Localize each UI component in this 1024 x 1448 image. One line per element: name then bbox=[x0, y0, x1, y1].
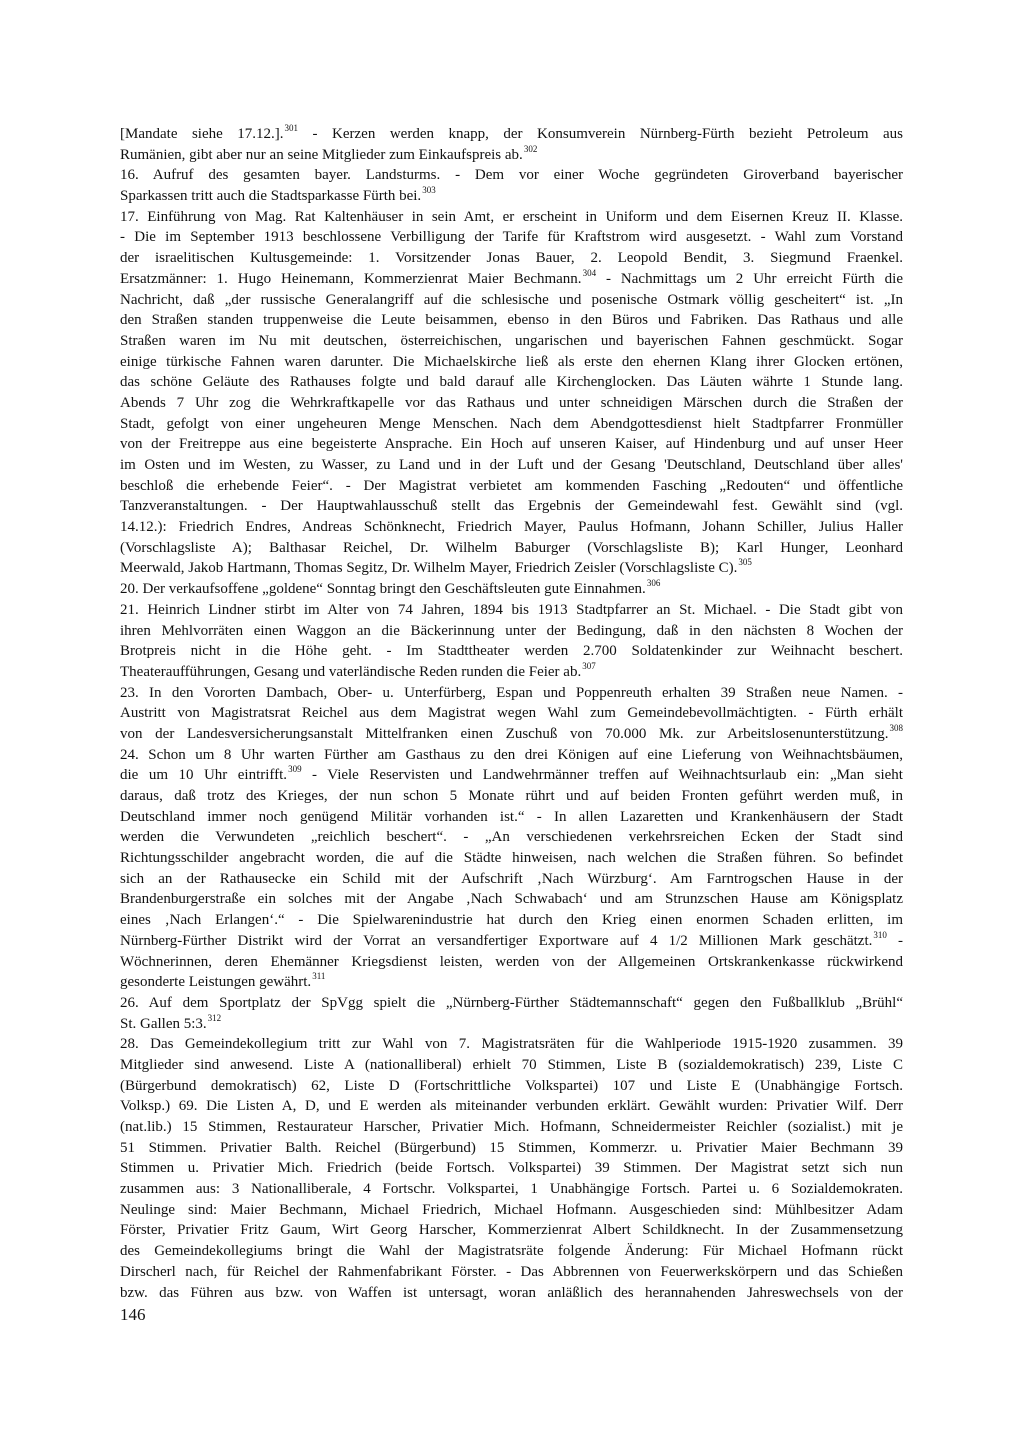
text-line bbox=[120, 1076, 903, 1097]
text-segment: Förster, Privatier Fritz Gaum, Wirt Georg Harscher, Kommerzienrat Albert Schildknecht. In der Zusammensetzung bbox=[120, 1222, 903, 1239]
footnote-reference: 310 bbox=[873, 929, 887, 940]
text-segment: Neulinge sind: Maier Bechmann, Michael Friedrich, Michael Hofmann. Ausgeschieden sind: Mühlbesitzer Adam bbox=[120, 1201, 903, 1218]
text-segment: Stimmen u. Privatier Mich. Friedrich (beide Fortsch. Volkspartei) 39 Stimmen. Der Magistrat setzt sich nun bbox=[120, 1160, 903, 1177]
text-segment: (nat.lib.) 15 Stimmen, Restaurateur Harscher, Privatier Mich. Hofmann, Schneidermeister Reichler (sozialist.) mit je bbox=[120, 1119, 903, 1135]
text-segment: einige türkische Fahnen waren darunter. Die Michaelskirche ließ als erste den ehernen Klang ihrer Glocken ertönen, bbox=[120, 353, 903, 370]
text-line bbox=[120, 641, 903, 662]
text-segment: 21. Heinrich Lindner stirbt im Alter von 74 Jahren, 1894 bis 1913 Stadtpfarrer an St. Michael. - Die Stadt gibt von bbox=[120, 601, 903, 618]
text-segment: 16. Aufruf des gesamten bayer. Landsturms. - Dem vor einer Woche gegründeten Giroverband bayerischer bbox=[120, 167, 903, 184]
text-line bbox=[120, 207, 903, 228]
text-line bbox=[120, 248, 903, 269]
text-line bbox=[120, 910, 903, 931]
text-segment: - Kerzen werden knapp, der Konsumverein Nürnberg-Fürth bezieht Petroleum aus bbox=[298, 126, 904, 142]
text-line bbox=[120, 807, 903, 828]
page-number: 146 bbox=[120, 1305, 146, 1324]
text-segment: Volksp.) 69. Die Listen A, D, und E werden als miteinander verbunden erklärt. Gewählt wurden: Privatier Wilf. Derr bbox=[120, 1098, 903, 1115]
text-line bbox=[120, 745, 903, 766]
text-line bbox=[120, 1055, 903, 1076]
text-line bbox=[120, 558, 903, 579]
text-segment: sich an der Rathausecke ein Schild mit der Aufschrift ‚Nach Würzburg‘. Am Farntrogschen Hause in der bbox=[120, 870, 903, 887]
text-line bbox=[120, 600, 903, 621]
text-segment: Mitglieder sind anwesend. Liste A (nationalliberal) erhielt 70 Stimmen, Liste B (sozialdemokratisch) 239, Liste C bbox=[120, 1056, 903, 1073]
text-line bbox=[120, 476, 903, 497]
text-line bbox=[120, 1262, 903, 1283]
text-segment: - Viele Reservisten und Landwehrmänner treffen auf Weihnachtsurlaub ein: „Man sieht bbox=[301, 767, 903, 784]
document-body bbox=[120, 124, 903, 1303]
text-line bbox=[120, 269, 903, 290]
text-line bbox=[120, 1014, 903, 1035]
text-line bbox=[120, 1096, 903, 1117]
footnote-reference: 307 bbox=[582, 660, 596, 671]
text-line bbox=[120, 662, 903, 683]
text-line bbox=[120, 952, 903, 973]
text-segment: von der Landesversicherungsanstalt Mittelfranken einen Zuschuß von 70.000 Mk. zur Arbeitslosenunterstützung. bbox=[120, 725, 889, 742]
footnote-reference: 304 bbox=[582, 267, 597, 278]
text-line bbox=[120, 931, 903, 952]
footnote-reference: 301 bbox=[284, 123, 299, 133]
text-segment: Nürnberg-Fürther Distrikt wird der Vorrat an versandfertiger Exportware auf 4 1/2 Millionen Mark geschätzt. bbox=[120, 932, 873, 949]
text-line bbox=[120, 1283, 903, 1304]
text-line bbox=[120, 869, 903, 890]
text-segment: 26. Auf dem Sportplatz der SpVgg spielt die „Nürnberg-Fürther Städtemannschaft“ gegen den Fußballklub „Brühl“ bbox=[120, 994, 903, 1011]
text-line bbox=[120, 579, 903, 600]
text-segment: Straßen waren im Nu mit deutschen, österreichischen, ungarischen und bayerischen Fahnen geschmückt. Sogar bbox=[120, 332, 903, 349]
text-line bbox=[120, 827, 903, 848]
text-line bbox=[120, 538, 903, 559]
text-line bbox=[120, 1138, 903, 1159]
text-segment: Abends 7 Uhr zog die Wehrkraftkapelle vor das Rathaus und unter schneidigen Märschen durch die Straßen der bbox=[120, 394, 903, 411]
text-line bbox=[120, 186, 903, 207]
text-line bbox=[120, 331, 903, 352]
text-line bbox=[120, 1220, 903, 1241]
text-segment: 28. Das Gemeindekollegium tritt zur Wahl von 7. Magistratsräten für die Wahlperiode 1915-1920 zusammen. 39 bbox=[120, 1036, 903, 1053]
text-segment: Ersatzmänner: 1. Hugo Heinemann, Kommerzienrat Maier Bechmann. bbox=[120, 270, 582, 287]
text-segment: 17. Einführung von Mag. Rat Kaltenhäuser in sein Amt, er erscheint in Uniform und dem Eisernen Kreuz II. Klasse. bbox=[120, 208, 903, 225]
text-segment: der israelitischen Kultusgemeinde: 1. Vorsitzender Jonas Bauer, 2. Leopold Bendit, 3. Siegmund Fraenkel. bbox=[120, 250, 903, 267]
text-segment: zusammen aus: 3 Nationalliberale, 4 Fortschr. Volkspartei, 1 Unabhängige Fortsch. Partei u. 6 Sozialdemokraten. bbox=[120, 1181, 903, 1198]
text-segment: Dirscherl nach, für Reichel der Rahmenfabrikant Förster. - Das Abbrennen von Feuerwerkskörpern und das Schießen bbox=[120, 1263, 903, 1280]
text-line bbox=[120, 310, 903, 331]
text-segment: den Straßen standen truppenweise die Leute beisammen, ebenso in den Büros und Fabriken. Das Rathaus und alle bbox=[120, 312, 903, 329]
text-line bbox=[120, 889, 903, 910]
text-segment: Brandenburgerstraße ein solches mit der Angabe ‚Nach Schwabach‘ und am Strunzschen Hause am Königsplatz bbox=[120, 891, 903, 908]
text-segment: (Bürgerbund demokratisch) 62, Liste D (Fortschrittliche Volkspartei) 107 und Liste E (Unabhängige Fortsch. bbox=[120, 1077, 903, 1094]
text-line bbox=[120, 372, 903, 393]
text-line bbox=[120, 1241, 903, 1262]
text-segment: Sparkassen tritt auch die Stadtsparkasse Fürth bei. bbox=[120, 188, 422, 205]
text-segment: 23. In den Vororten Dambach, Ober- u. Unterfürberg, Espan und Poppenreuth erhalten 39 Straßen neue Namen. - bbox=[120, 684, 903, 701]
text-segment: Rumänien, gibt aber nur an seine Mitglieder zum Einkaufspreis ab. bbox=[120, 146, 523, 163]
text-line bbox=[120, 1179, 903, 1200]
text-segment: Nachricht, daß „der russische Generalangriff auf die schlesische und posenische Ostmark völlig gescheitert“ ist. „In bbox=[120, 291, 903, 308]
text-line bbox=[120, 786, 903, 807]
text-line bbox=[120, 683, 903, 704]
text-segment: des Gemeindekollegiums bringt die Wahl der Magistratsräte folgende Änderung: Für Michael Hofmann rückt bbox=[120, 1243, 903, 1260]
text-line bbox=[120, 517, 903, 538]
text-segment: im Osten und im Westen, zu Wasser, zu Land und in der Luft und der Gesang 'Deutschland, Deutschland über alles' bbox=[120, 457, 903, 473]
text-line bbox=[120, 414, 903, 435]
text-segment: Deutschland immer noch genügend Militär vorhanden ist.“ - In allen Lazaretten und Krankenhäusern der Stadt bbox=[120, 808, 903, 825]
text-line bbox=[120, 455, 903, 476]
text-segment: Brotpreis nicht in die Höhe geht. - Im Stadttheater werden 2.700 Soldatenkinder zur Weihnacht beschert. bbox=[120, 643, 903, 660]
text-line bbox=[120, 621, 903, 642]
footnote-reference: 308 bbox=[889, 722, 903, 733]
text-segment: 24. Schon um 8 Uhr warten Fürther am Gasthaus zu den drei Königen auf eine Lieferung von Weihnachtsbäumen, bbox=[120, 746, 903, 763]
footnote-reference: 305 bbox=[738, 557, 752, 568]
footnote-reference: 306 bbox=[646, 578, 661, 589]
text-segment: Tanzveranstaltungen. - Der Hauptwahlausschuß stellt das Ergebnis der Gemeindewahl fest. Gewählt sind (vgl. bbox=[120, 498, 903, 515]
footnote-reference: 311 bbox=[312, 971, 326, 982]
text-segment: St. Gallen 5:3. bbox=[120, 1015, 207, 1032]
text-segment: - bbox=[886, 932, 903, 949]
footnote-reference: 309 bbox=[288, 764, 302, 775]
text-line bbox=[120, 972, 903, 993]
text-segment: bzw. das Führen aus bzw. von Waffen ist untersagt, woran anläßlich des herannahenden Jahreswechsels von der bbox=[120, 1284, 903, 1301]
text-segment: die um 10 Uhr eintrifft. bbox=[120, 767, 288, 784]
footnote-reference: 302 bbox=[523, 143, 538, 154]
text-segment: das schöne Geläute des Rathauses folgte und bald darauf alle Kirchenglocken. Das Läuten währte 1 Stunde lang. bbox=[120, 374, 903, 391]
text-segment: werden die Verwundeten „reichlich beschert“. - „An verschiedenen verkehrsreichen Ecken der Stadt sind bbox=[120, 829, 903, 846]
text-line bbox=[120, 765, 903, 786]
text-line bbox=[120, 165, 903, 186]
text-line bbox=[120, 848, 903, 869]
text-segment: Wöchnerinnen, deren Ehemänner Kriegsdienst leisten, werden von der Allgemeinen Ortskrankenkasse rückwirkend bbox=[120, 953, 903, 970]
text-line bbox=[120, 393, 903, 414]
text-line bbox=[120, 434, 903, 455]
text-line bbox=[120, 1034, 903, 1055]
text-line bbox=[120, 724, 903, 745]
text-segment: von der Freitreppe aus eine begeisterte Ansprache. Ein Hoch auf unseren Kaiser, auf Hindenburg und auf unser Heer bbox=[120, 436, 903, 453]
text-segment: (Vorschlagsliste A); Balthasar Reichel, Dr. Wilhelm Baburger (Vorschlagsliste B); Karl Hunger, Leonhard bbox=[120, 539, 903, 556]
text-segment: eines ‚Nach Erlangen‘.“ - Die Spielwarenindustrie hat durch den Krieg einen enormen Schaden erlitten, im bbox=[120, 912, 903, 929]
footnote-reference: 303 bbox=[422, 185, 436, 196]
text-segment: 51 Stimmen. Privatier Balth. Reichel (Bürgerbund) 15 Stimmen, Kommerzr. u. Privatier Maier Bechmann 39 bbox=[120, 1139, 903, 1156]
text-line bbox=[120, 1200, 903, 1221]
text-line bbox=[120, 703, 903, 724]
text-segment: Richtungsschilder angebracht worden, die auf die Städte hinweisen, nach welchen die Straßen führen. So befindet bbox=[120, 850, 903, 867]
text-line bbox=[120, 352, 903, 373]
text-segment: 20. Der verkaufsoffene „goldene“ Sonntag bringt den Geschäftsleuten gute Einnahmen. bbox=[120, 581, 646, 598]
text-segment: daraus, daß trotz des Krieges, der nun schon 5 Monate rührt und auf beiden Fronten geführt werden muß, in bbox=[120, 788, 903, 804]
text-segment: gesonderte Leistungen gewährt. bbox=[120, 974, 312, 991]
text-line bbox=[120, 227, 903, 248]
text-segment: Meerwald, Jakob Hartmann, Thomas Segitz, Dr. Wilhelm Mayer, Friedrich Zeisler (Vorschlagsliste C). bbox=[120, 560, 738, 577]
text-line bbox=[120, 290, 903, 311]
text-line bbox=[120, 145, 903, 166]
text-segment: 14.12.): Friedrich Endres, Andreas Schönknecht, Friedrich Mayer, Paulus Hofmann, Johann Schiller, Julius Haller bbox=[120, 519, 903, 536]
text-segment: ihren Mehlvorräten einen Waggon an die Bäckerinnung unter der Bedingung, daß in den nächsten 8 Wochen der bbox=[120, 622, 903, 639]
footnote-reference: 312 bbox=[207, 1012, 222, 1023]
text-line bbox=[120, 993, 903, 1014]
text-line bbox=[120, 1117, 903, 1138]
text-line bbox=[120, 124, 903, 145]
text-segment: [Mandate siehe 17.12.]. bbox=[120, 126, 284, 142]
text-segment: beschloß die erhebende Feier“. - Der Magistrat verbietet am kommenden Fasching „Redouten“ und öffentliche bbox=[120, 477, 903, 494]
text-line bbox=[120, 496, 903, 517]
text-segment: Austritt von Magistratsrat Reichel aus dem Magistrat wegen Wahl zum Gemeindebevollmächtigten. - Fürth erhält bbox=[120, 705, 903, 722]
text-segment: Stadt, gefolgt von einer ungeheuren Menge Menschen. Nach dem Abendgottesdienst hielt Stadtpfarrer Fronmüller bbox=[120, 415, 903, 432]
text-segment: Theateraufführungen, Gesang und vaterländische Reden runden die Feier ab. bbox=[120, 663, 582, 680]
text-segment: - Nachmittags um 2 Uhr erreicht Fürth die bbox=[596, 270, 903, 287]
text-line bbox=[120, 1158, 903, 1179]
text-segment: - Die im September 1913 beschlossene Verbilligung der Tarife für Kraftstrom wird ausgesetzt. - Wahl zum Vorstand bbox=[120, 229, 903, 246]
